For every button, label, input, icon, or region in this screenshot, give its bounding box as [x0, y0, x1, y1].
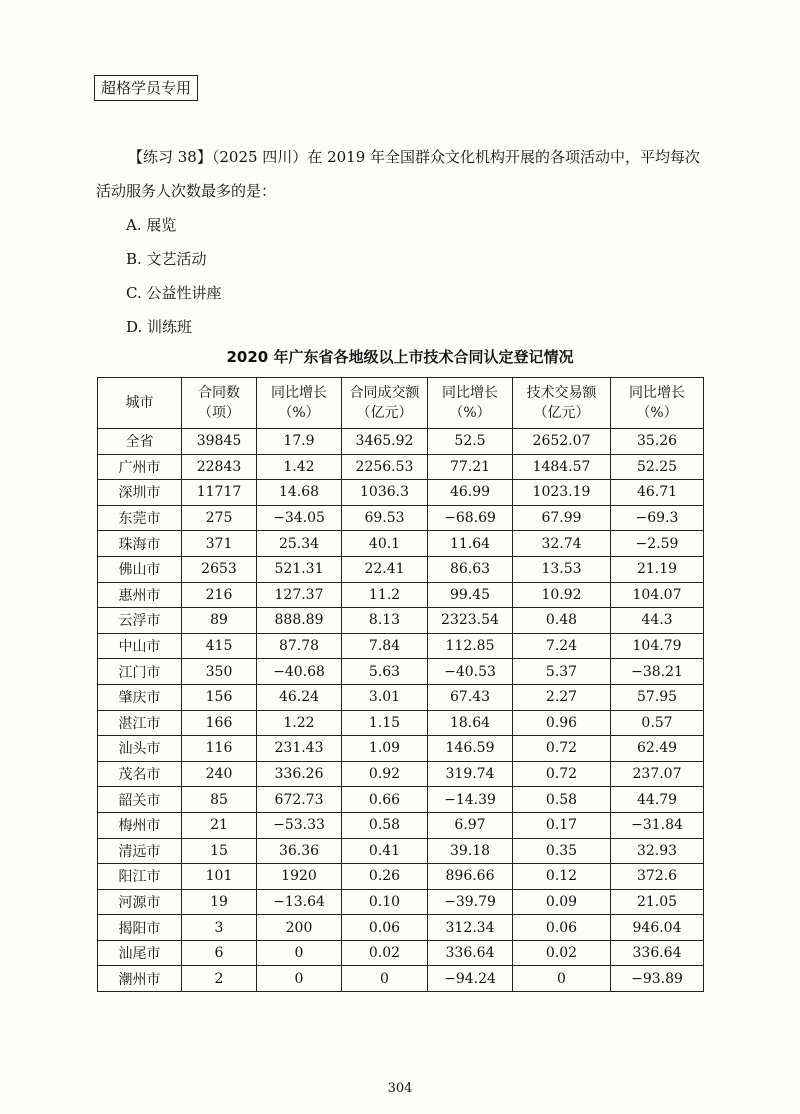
value-cell: 104.07 [611, 582, 704, 608]
table-row [98, 710, 704, 736]
value-cell: 2 [182, 966, 257, 992]
value-cell: 237.07 [611, 761, 704, 787]
value-cell: 85 [182, 787, 257, 813]
value-cell: 275 [182, 505, 257, 531]
table-row [98, 940, 704, 966]
value-cell: 319.74 [428, 761, 513, 787]
value-cell: 166 [182, 710, 257, 736]
city-cell: 惠州市 [98, 582, 182, 608]
option-a: A. 展览 [126, 216, 177, 234]
value-cell: 25.34 [257, 531, 342, 557]
value-cell: 350 [182, 659, 257, 685]
value-cell: 0.58 [342, 812, 428, 838]
value-cell: −68.69 [428, 505, 513, 531]
city-cell: 湛江市 [98, 710, 182, 736]
value-cell: 0.35 [513, 838, 611, 864]
header-line: 城市 [125, 395, 154, 411]
city-cell: 肇庆市 [98, 684, 182, 710]
value-cell: 2256.53 [342, 454, 428, 480]
table-row [98, 889, 704, 915]
table-row [98, 454, 704, 480]
column-header [257, 378, 342, 429]
value-cell: 52.5 [428, 429, 513, 455]
value-cell: 2653 [182, 556, 257, 582]
table-row [98, 736, 704, 762]
value-cell: 896.66 [428, 864, 513, 890]
header-line: 同比增长 [271, 385, 327, 401]
value-cell: 946.04 [611, 915, 704, 941]
value-cell: −2.59 [611, 531, 704, 557]
table-row [98, 915, 704, 941]
value-cell: 3.01 [342, 684, 428, 710]
value-cell: 156 [182, 684, 257, 710]
table-row [98, 608, 704, 634]
city-cell: 汕尾市 [98, 940, 182, 966]
value-cell: 216 [182, 582, 257, 608]
value-cell: 521.31 [257, 556, 342, 582]
value-cell: 101 [182, 864, 257, 890]
value-cell: 39845 [182, 429, 257, 455]
value-cell: 3465.92 [342, 429, 428, 455]
header-line: （%） [278, 405, 320, 421]
value-cell: 0.72 [513, 736, 611, 762]
value-cell: 1036.3 [342, 480, 428, 506]
city-cell: 深圳市 [98, 480, 182, 506]
value-cell: 0.17 [513, 812, 611, 838]
value-cell: −13.64 [257, 889, 342, 915]
value-cell: 2.27 [513, 684, 611, 710]
value-cell: 116 [182, 736, 257, 762]
value-cell: 336.64 [428, 940, 513, 966]
option-b: B. 文艺活动 [126, 250, 207, 268]
option-d: D. 训练班 [126, 318, 193, 336]
table-row [98, 531, 704, 557]
value-cell: 240 [182, 761, 257, 787]
value-cell: 0.58 [513, 787, 611, 813]
value-cell: 146.59 [428, 736, 513, 762]
value-cell: 13.53 [513, 556, 611, 582]
value-cell: 46.24 [257, 684, 342, 710]
city-cell: 全省 [98, 429, 182, 455]
city-cell: 揭阳市 [98, 915, 182, 941]
question-text: 【练习 38】（2025 四川）在 2019 年全国群众文化机构开展的各项活动中，平均每次活动服务人次数最多的是： [96, 148, 701, 200]
value-cell: 57.95 [611, 684, 704, 710]
city-cell: 潮州市 [98, 966, 182, 992]
table-row [98, 838, 704, 864]
value-cell: −93.89 [611, 966, 704, 992]
header-line: 合同成交额 [349, 385, 420, 401]
value-cell: −53.33 [257, 812, 342, 838]
value-cell: −39.79 [428, 889, 513, 915]
table-title: 2020 年广东省各地级以上市技术合同认定登记情况 [226, 348, 574, 366]
header-line: （项） [198, 405, 240, 421]
value-cell: 0.72 [513, 761, 611, 787]
value-cell: 0.09 [513, 889, 611, 915]
value-cell: 0.02 [342, 940, 428, 966]
value-cell: 69.53 [342, 505, 428, 531]
value-cell: 0.48 [513, 608, 611, 634]
value-cell: 0 [257, 966, 342, 992]
table-row [98, 505, 704, 531]
value-cell: 2323.54 [428, 608, 513, 634]
value-cell: 46.71 [611, 480, 704, 506]
value-cell: −34.05 [257, 505, 342, 531]
city-cell: 梅州市 [98, 812, 182, 838]
value-cell: 35.26 [611, 429, 704, 455]
table-row [98, 864, 704, 890]
table-row [98, 787, 704, 813]
header-line: 技术交易额 [526, 385, 597, 401]
value-cell: 44.79 [611, 787, 704, 813]
value-cell: 888.89 [257, 608, 342, 634]
header-line: 同比增长 [629, 385, 685, 401]
value-cell: 21.19 [611, 556, 704, 582]
value-cell: 44.3 [611, 608, 704, 634]
value-cell: 1484.57 [513, 454, 611, 480]
value-cell: 46.99 [428, 480, 513, 506]
header-line: （亿元） [356, 405, 413, 421]
value-cell: 0.96 [513, 710, 611, 736]
table-row [98, 812, 704, 838]
value-cell: 1920 [257, 864, 342, 890]
value-cell: 0.26 [342, 864, 428, 890]
value-cell: −40.53 [428, 659, 513, 685]
value-cell: 52.25 [611, 454, 704, 480]
value-cell: 89 [182, 608, 257, 634]
value-cell: 32.93 [611, 838, 704, 864]
value-cell: 0 [257, 940, 342, 966]
value-cell: 336.26 [257, 761, 342, 787]
value-cell: 0.41 [342, 838, 428, 864]
value-cell: 0.10 [342, 889, 428, 915]
value-cell: −14.39 [428, 787, 513, 813]
value-cell: 0.12 [513, 864, 611, 890]
value-cell: 336.64 [611, 940, 704, 966]
table-row [98, 480, 704, 506]
value-cell: −31.84 [611, 812, 704, 838]
table-header-row [98, 378, 704, 429]
value-cell: 22.41 [342, 556, 428, 582]
value-cell: 104.79 [611, 633, 704, 659]
value-cell: 371 [182, 531, 257, 557]
city-cell: 珠海市 [98, 531, 182, 557]
table-row [98, 556, 704, 582]
value-cell: 0.66 [342, 787, 428, 813]
table-row [98, 429, 704, 455]
city-cell: 东莞市 [98, 505, 182, 531]
header-line: （%） [449, 405, 491, 421]
value-cell: 1023.19 [513, 480, 611, 506]
header-line: 合同数 [198, 385, 240, 401]
value-cell: 7.24 [513, 633, 611, 659]
value-cell: 127.37 [257, 582, 342, 608]
value-cell: 11.64 [428, 531, 513, 557]
city-cell: 茂名市 [98, 761, 182, 787]
value-cell: 67.43 [428, 684, 513, 710]
value-cell: −40.68 [257, 659, 342, 685]
value-cell: −94.24 [428, 966, 513, 992]
value-cell: 200 [257, 915, 342, 941]
value-cell: 1.15 [342, 710, 428, 736]
value-cell: 86.63 [428, 556, 513, 582]
value-cell: 0.02 [513, 940, 611, 966]
column-header [513, 378, 611, 429]
value-cell: 112.85 [428, 633, 513, 659]
column-header [98, 378, 182, 429]
value-cell: −69.3 [611, 505, 704, 531]
city-cell: 汕头市 [98, 736, 182, 762]
value-cell: 22843 [182, 454, 257, 480]
value-cell: 18.64 [428, 710, 513, 736]
value-cell: 11717 [182, 480, 257, 506]
value-cell: 372.6 [611, 864, 704, 890]
city-cell: 清远市 [98, 838, 182, 864]
table-row [98, 684, 704, 710]
column-header [428, 378, 513, 429]
value-cell: 0 [342, 966, 428, 992]
value-cell: 1.22 [257, 710, 342, 736]
value-cell: 1.42 [257, 454, 342, 480]
value-cell: 1.09 [342, 736, 428, 762]
value-cell: 21.05 [611, 889, 704, 915]
value-cell: 0.06 [513, 915, 611, 941]
value-cell: 5.63 [342, 659, 428, 685]
value-cell: 6.97 [428, 812, 513, 838]
value-cell: 0.57 [611, 710, 704, 736]
value-cell: 0 [513, 966, 611, 992]
value-cell: 2652.07 [513, 429, 611, 455]
value-cell: 15 [182, 838, 257, 864]
value-cell: 40.1 [342, 531, 428, 557]
value-cell: 99.45 [428, 582, 513, 608]
value-cell: 19 [182, 889, 257, 915]
value-cell: 6 [182, 940, 257, 966]
value-cell: 8.13 [342, 608, 428, 634]
member-tag: 超格学员专用 [94, 75, 198, 101]
value-cell: 14.68 [257, 480, 342, 506]
value-cell: 87.78 [257, 633, 342, 659]
header-line: （亿元） [533, 405, 590, 421]
table-row [98, 582, 704, 608]
header-line: 同比增长 [442, 385, 498, 401]
city-cell: 阳江市 [98, 864, 182, 890]
city-cell: 河源市 [98, 889, 182, 915]
page-number: 304 [387, 1081, 413, 1096]
column-header [182, 378, 257, 429]
value-cell: 67.99 [513, 505, 611, 531]
table-row [98, 966, 704, 992]
value-cell: 21 [182, 812, 257, 838]
value-cell: 3 [182, 915, 257, 941]
value-cell: 312.34 [428, 915, 513, 941]
value-cell: 32.74 [513, 531, 611, 557]
value-cell: 11.2 [342, 582, 428, 608]
value-cell: −38.21 [611, 659, 704, 685]
option-c: C. 公益性讲座 [126, 284, 222, 302]
value-cell: 0.92 [342, 761, 428, 787]
value-cell: 5.37 [513, 659, 611, 685]
table-row [98, 761, 704, 787]
city-cell: 佛山市 [98, 556, 182, 582]
value-cell: 7.84 [342, 633, 428, 659]
value-cell: 39.18 [428, 838, 513, 864]
value-cell: 231.43 [257, 736, 342, 762]
city-cell: 江门市 [98, 659, 182, 685]
city-cell: 广州市 [98, 454, 182, 480]
value-cell: 10.92 [513, 582, 611, 608]
city-cell: 韶关市 [98, 787, 182, 813]
table-row [98, 633, 704, 659]
value-cell: 36.36 [257, 838, 342, 864]
city-cell: 中山市 [98, 633, 182, 659]
table-row [98, 659, 704, 685]
value-cell: 672.73 [257, 787, 342, 813]
header-line: （%） [636, 405, 678, 421]
value-cell: 0.06 [342, 915, 428, 941]
data-table [97, 377, 704, 992]
column-header [342, 378, 428, 429]
value-cell: 415 [182, 633, 257, 659]
column-header [611, 378, 704, 429]
value-cell: 77.21 [428, 454, 513, 480]
value-cell: 62.49 [611, 736, 704, 762]
city-cell: 云浮市 [98, 608, 182, 634]
value-cell: 17.9 [257, 429, 342, 455]
